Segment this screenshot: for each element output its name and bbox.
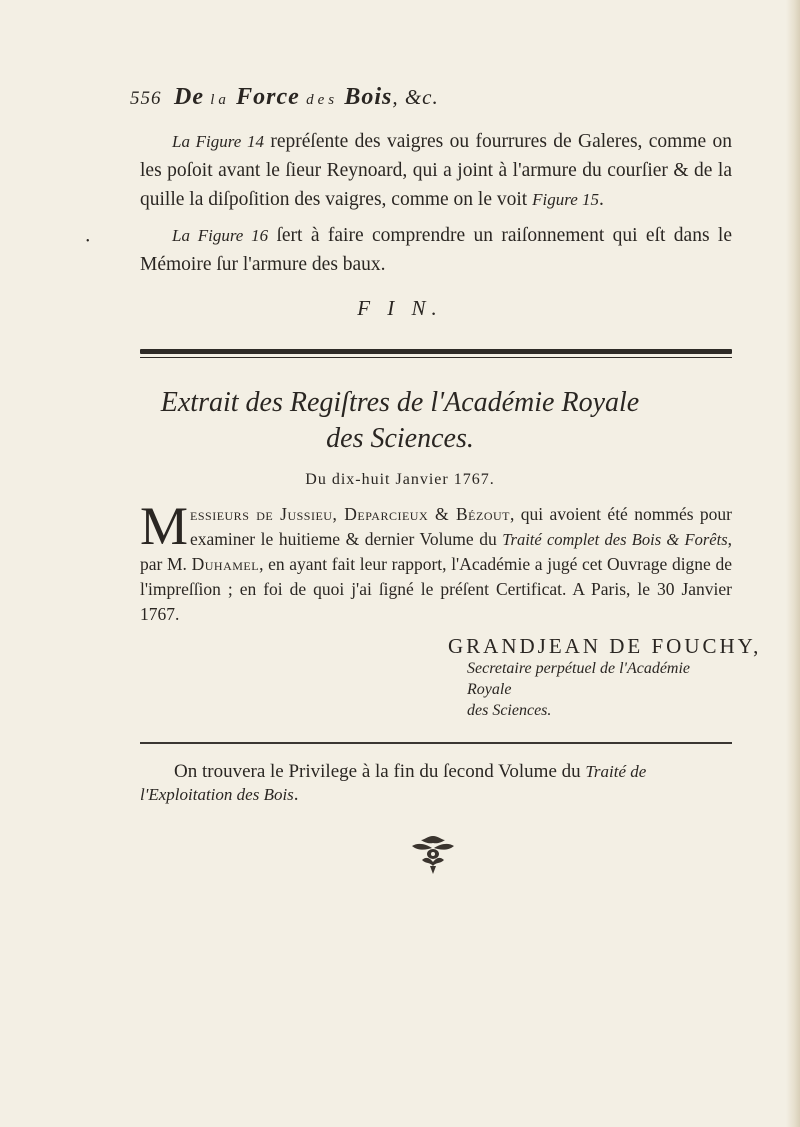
extrait-line-2: des Sciences.	[326, 423, 474, 454]
running-title-bois: Bois	[344, 84, 393, 110]
privilege-end: .	[293, 784, 299, 805]
privilege-text: On trouvera le Privilege à la fin du ſecond Volume du	[174, 761, 586, 782]
figure-14-ref: La Figure 14	[172, 132, 265, 151]
paragraph-figure-16	[140, 221, 732, 279]
certificate-text-a: , qui avoient été nommés pour examiner le huitieme & dernier Volume du	[190, 504, 732, 549]
figure-15-ref: Figure 15	[532, 190, 599, 209]
certificate-text-b: , par M.	[140, 529, 733, 574]
running-title-la: la	[210, 92, 230, 108]
extrait-heading	[0, 385, 800, 457]
paragraph-figure-14	[140, 127, 732, 214]
privilege-note	[140, 760, 732, 806]
running-title-de: De	[174, 84, 204, 110]
paragraph1-text-b: .	[599, 189, 604, 210]
certificate-text-c: , en ayant fait leur rapport, l'Académie a jugé cet Ouvrage digne de l'impreſſion ; en foi de quoi j'ai ſigné le préſent Certificat. A Paris, le 30 Janvier 1767.	[140, 554, 732, 624]
paragraph1-text-a: repréſente des vaigres ou fourrures de Galeres, comme on les poſoit avant le ſieur Reynoard, qui a joint à l'armure du courſier & de la quille la diſpoſition des vaigres, comme on le voit	[140, 131, 732, 210]
paragraph2-text: ſert à faire comprendre un raiſonnement qui eſt dans le Mémoire ſur l'armure des baux.	[140, 225, 732, 275]
date-line: Du dix-huit Janvier 1767.	[305, 471, 495, 488]
signer-name: GRANDJEAN DE FOUCHY,	[448, 634, 762, 658]
running-title-etc: , &c.	[392, 85, 439, 109]
signer-title-line-2: des Sciences.	[467, 702, 552, 719]
divider-thin	[140, 357, 732, 358]
floral-cul-de-lampe-icon	[408, 832, 458, 881]
privilege-work: Traité de l'Exploitation des Bois	[140, 762, 647, 804]
page-edge-shadow	[786, 0, 800, 1127]
fin-heading: F I N.	[357, 296, 443, 320]
margin-mark: •	[86, 236, 90, 247]
signer-title-line-1: Secretaire perpétuel de l'Académie Royale	[467, 660, 691, 698]
running-title-force: Force	[236, 84, 300, 110]
examiner-names: essieurs de Jussieu, Deparcieux & Bézout	[190, 504, 510, 524]
figure-16-ref: La Figure 16	[172, 226, 269, 245]
signer-title	[467, 658, 737, 721]
page-number: 556	[130, 88, 162, 109]
divider-privilege	[140, 742, 732, 744]
divider-thick	[140, 349, 732, 354]
author-name: Duhamel	[191, 554, 260, 574]
running-title-des: des	[306, 92, 339, 108]
extrait-line-1: Extrait des Regiſtres de l'Académie Royale	[160, 387, 640, 418]
traite-title: Traité complet des Bois & Forêts	[502, 530, 728, 549]
running-head	[130, 84, 690, 111]
drop-cap: M	[140, 496, 189, 556]
certificate-text	[140, 496, 733, 627]
